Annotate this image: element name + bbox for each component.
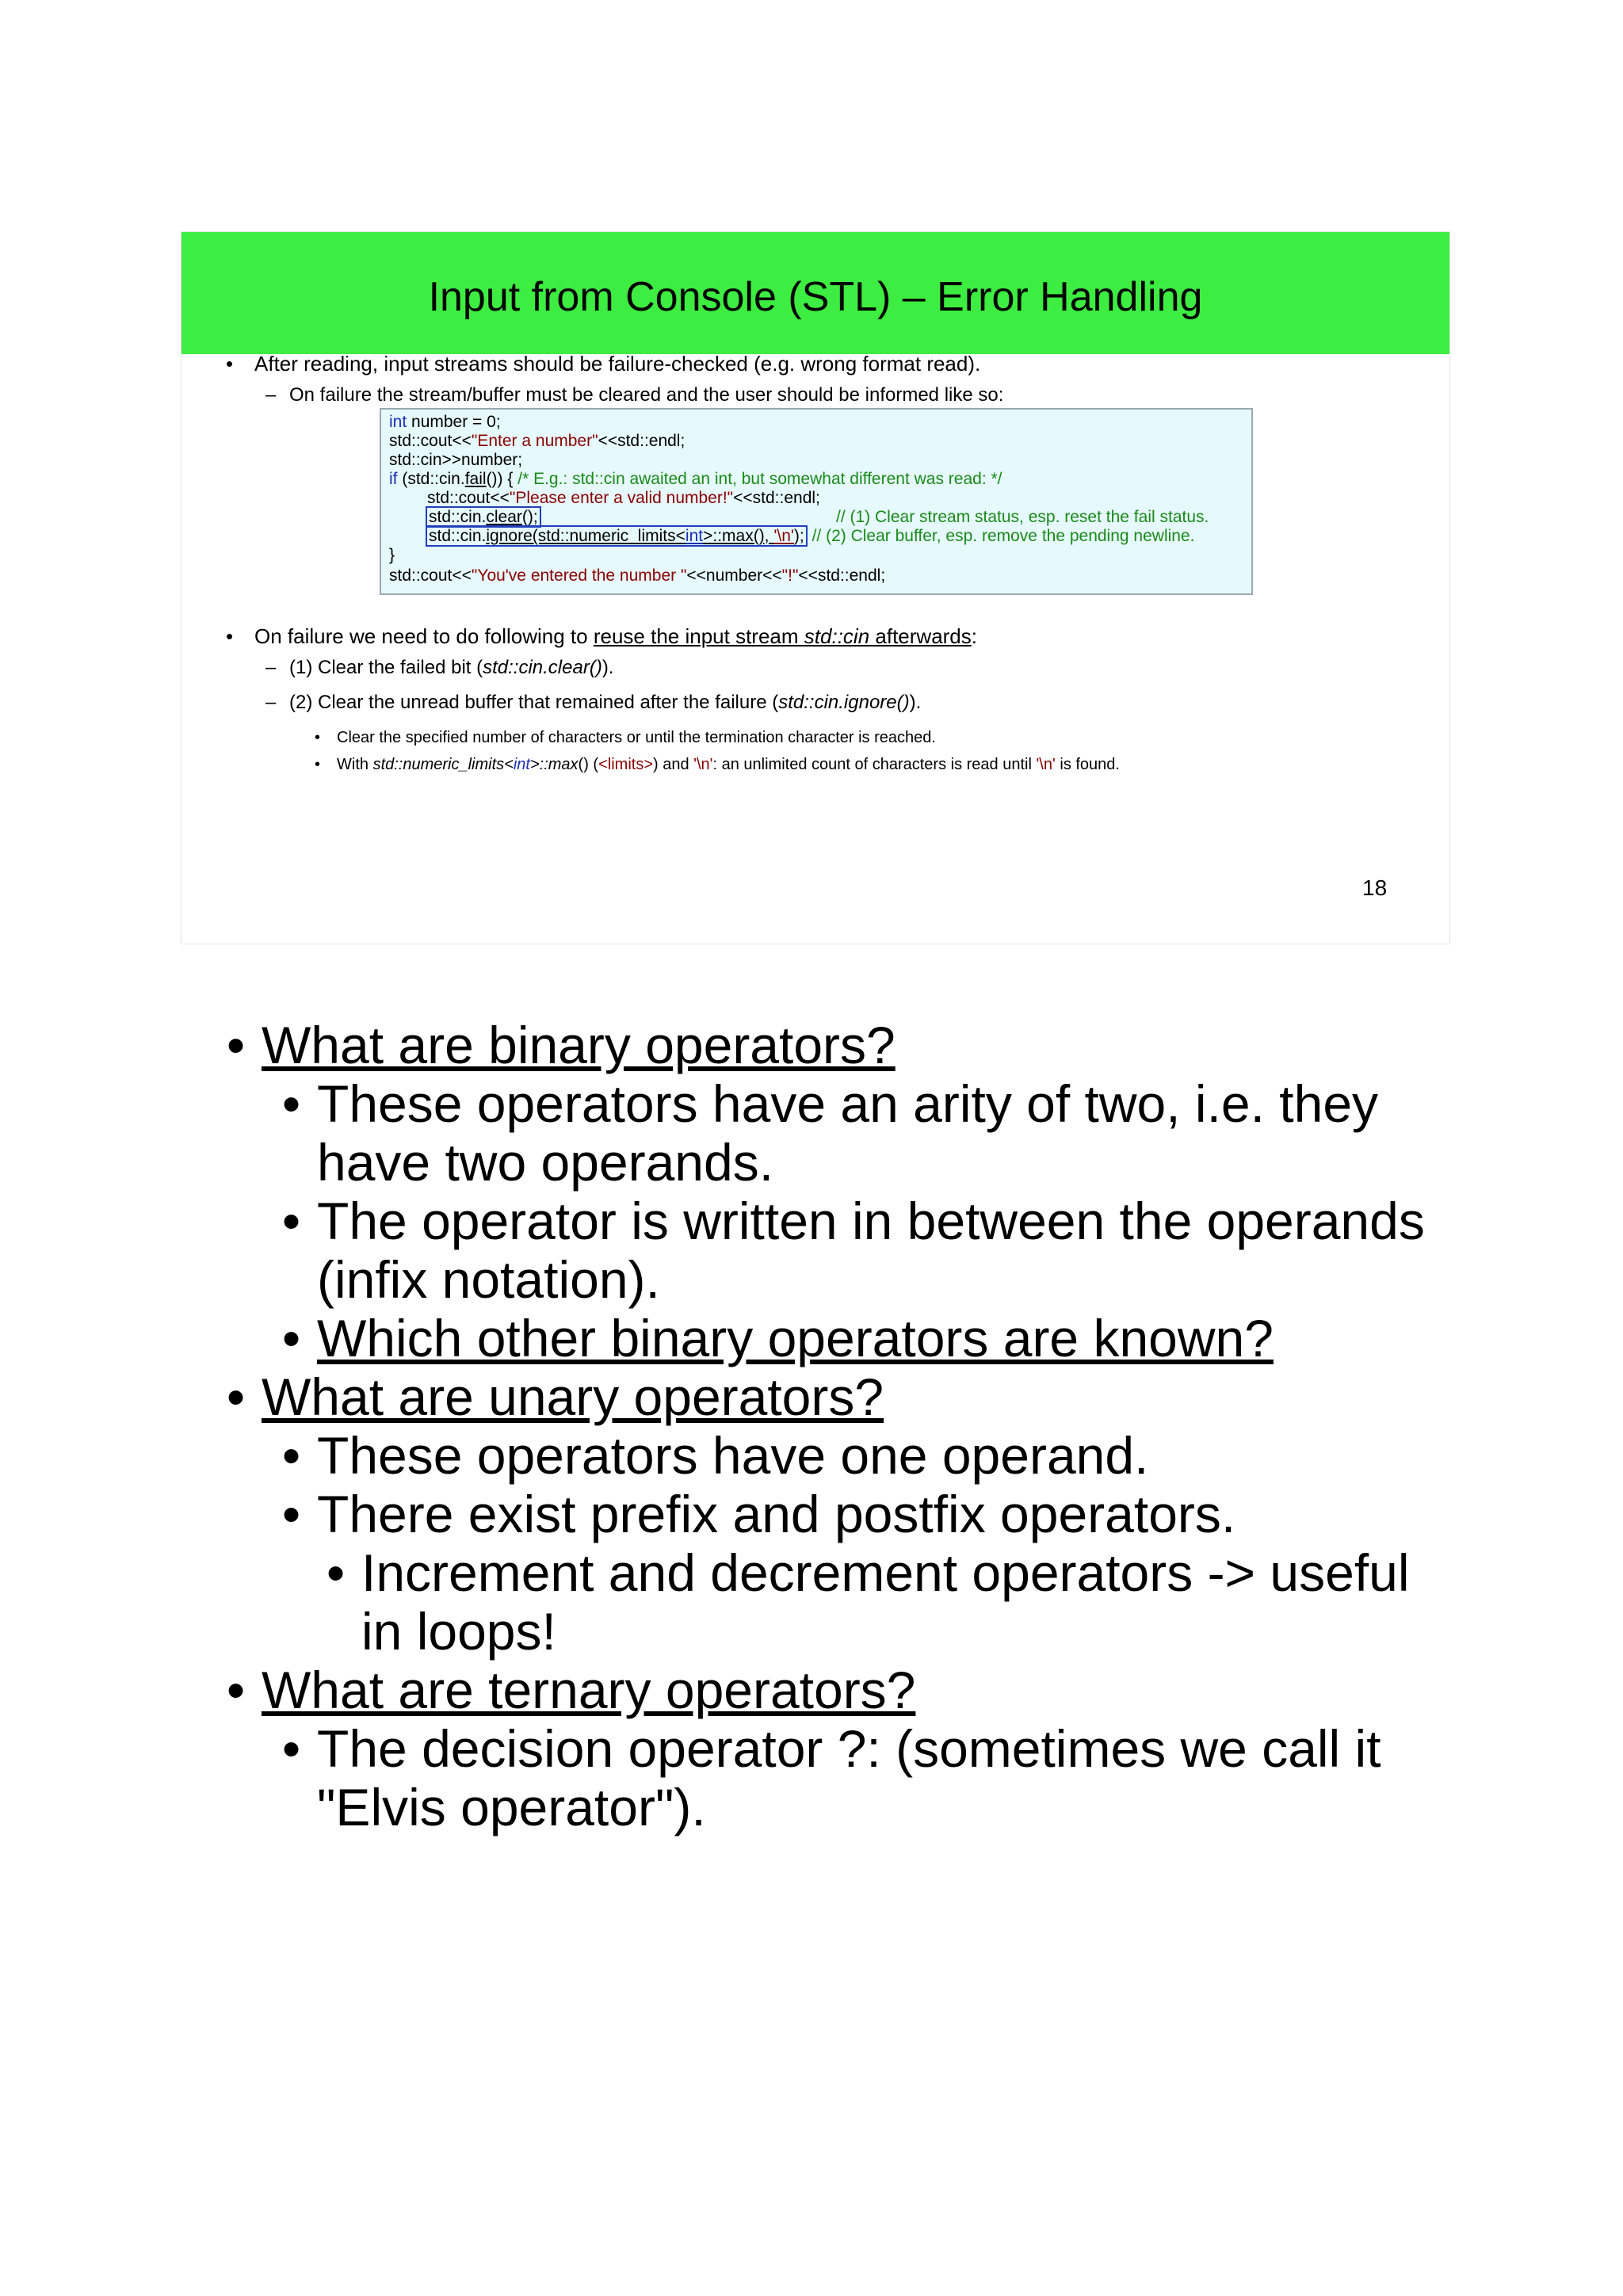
- slide-bullet-1: • After reading, input streams should be failure-checked (e.g. wrong format read).: [226, 352, 981, 376]
- slide-page-number: 18: [1362, 875, 1388, 900]
- code-line-8: }: [389, 546, 395, 564]
- slide-title-bar: [181, 232, 1449, 354]
- slide-bullet-1-sub: – On failure the stream/buffer must be cleared and the user should be informed like so:: [265, 384, 1004, 406]
- slide-thumbnail: [181, 231, 1450, 944]
- slide-title: Input from Console (STL) – Error Handling: [428, 274, 1203, 320]
- code-line-4: if (std::cin.fail()) { /* E.g.: std::cin awaited an int, but somewhat different was read: */: [389, 470, 1002, 488]
- code-block: [380, 408, 1253, 595]
- code-line-9: std::cout<<"You've entered the number "<<number<<"!"<<std::endl;: [389, 566, 886, 585]
- notes-answer-unary-2-sub: • Increment and decrement operators -> useful: [327, 1543, 1410, 1602]
- code-line-5: std::cout<<"Please enter a valid number!"<<std::endl;: [427, 489, 820, 507]
- notes-question-binary: • What are binary operators?: [227, 1016, 896, 1074]
- notes-answer-unary-1: • These operators have one operand.: [282, 1426, 1149, 1485]
- notes-answer-binary-1: • These operators have an arity of two, i.e. they: [282, 1074, 1379, 1133]
- notes-question-ternary: • What are ternary operators?: [227, 1661, 916, 1719]
- slide-sub-2: – (2) Clear the unread buffer that remained after the failure (std::cin.ignore()).: [265, 692, 922, 713]
- notes-question-unary: • What are unary operators?: [227, 1367, 884, 1426]
- code-line-3: std::cin>>number;: [389, 451, 523, 469]
- notes-answer-binary-1-cont: have two operands.: [317, 1133, 774, 1192]
- code-line-7: std::cin.ignore(std::numeric_limits<int>::max(), '\n'); // (2) Clear buffer, esp. remove the pending newline.: [426, 527, 1194, 546]
- slide-sub-1: – (1) Clear the failed bit (std::cin.clear()).: [265, 657, 614, 678]
- notes-answer-binary-3: • Which other binary operators are known?: [282, 1309, 1274, 1367]
- notes-answer-binary-2: • The operator is written in between the operands: [282, 1192, 1425, 1250]
- notes-answer-ternary-1-cont: "Elvis operator").: [317, 1778, 706, 1836]
- slide-subsub-2: • With std::numeric_limits<int>::max() (<limits>) and '\n': an unlimited count of characters is read until '\n' is found.: [315, 756, 1120, 773]
- code-comment-6: // (1) Clear stream status, esp. reset the fail status.: [836, 508, 1209, 526]
- notes-answer-binary-2-cont: (infix notation).: [317, 1250, 660, 1309]
- notes-answer-ternary-1: • The decision operator ?: (sometimes we call it: [282, 1719, 1381, 1778]
- slide-bullet-2: • On failure we need to do following to reuse the input stream std::cin afterwards:: [226, 624, 978, 648]
- notes-answer-unary-2-sub-cont: in loops!: [361, 1602, 556, 1661]
- notes-answer-unary-2: • There exist prefix and postfix operators.: [282, 1485, 1236, 1543]
- slide-subsub-1: • Clear the specified number of characters or until the termination character is reached.: [315, 729, 936, 746]
- code-line-6: std::cin.clear();: [426, 508, 541, 527]
- code-line-1: int number = 0;: [389, 413, 501, 431]
- code-line-2: std::cout<<"Enter a number"<<std::endl;: [389, 432, 685, 450]
